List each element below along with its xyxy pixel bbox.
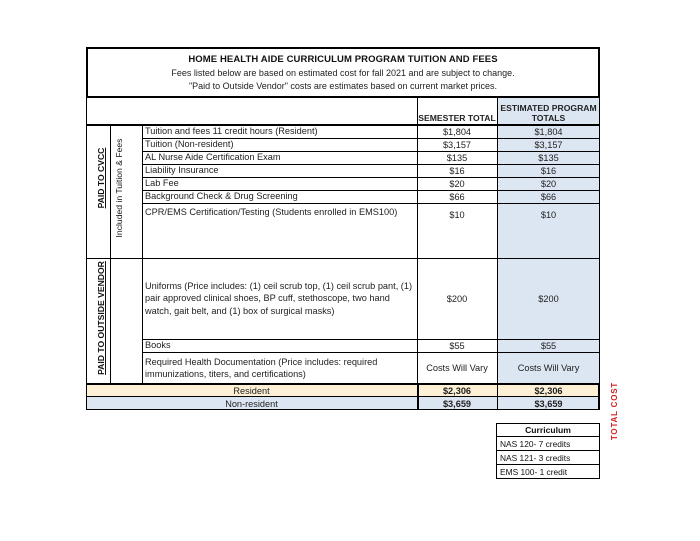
curriculum-item-2: NAS 121- 3 credits (496, 451, 600, 465)
row-estimated-5: $20 (540, 178, 557, 189)
subtitle-line-2: "Paid to Outside Vendor" costs are estimates based on current market prices. (188, 81, 498, 91)
fees-table (86, 98, 602, 412)
row-semester-9: $55 (449, 340, 465, 351)
row-desc-6: Background Check & Drug Screening (145, 191, 298, 202)
subtitle-line-1: Fees listed below are based on estimated cost for fall 2021 and are subject to change. (171, 68, 515, 78)
col-line-semester (417, 98, 418, 410)
row-line-6 (142, 203, 600, 204)
border-bottom (86, 409, 600, 410)
title-box (86, 47, 600, 98)
totals-box-left (417, 383, 419, 410)
row-estimated-2: $3,157 (534, 139, 563, 150)
estimated-program-totals-header: ESTIMATED PROGRAM TOTALS (500, 103, 597, 123)
header-line (86, 124, 600, 126)
total-cost-label: TOTAL COST (610, 381, 619, 441)
curriculum-item-1: NAS 120- 7 credits (496, 437, 600, 451)
row-semester-2: $3,157 (442, 139, 472, 150)
row-semester-1: $1,804 (442, 126, 472, 137)
row-line-1 (142, 138, 600, 139)
row-desc-1: Tuition and fees 11 credit hours (Resident) (145, 126, 318, 137)
col-line-group (110, 125, 111, 384)
row-line-totals (86, 383, 600, 385)
semester-total-header: SEMESTER TOTAL (418, 113, 496, 123)
row-line-7 (86, 258, 600, 259)
row-line-5 (142, 190, 600, 191)
row-estimated-3: $135 (538, 152, 559, 163)
border-right (599, 98, 600, 410)
row-desc-2: Tuition (Non-resident) (145, 139, 234, 150)
row-semester-3: $135 (446, 152, 468, 163)
row-estimated-9: $55 (540, 340, 557, 351)
row-line-9 (142, 352, 600, 353)
row-estimated-6: $66 (540, 191, 557, 202)
row-line-nonresident (86, 396, 600, 397)
border-left (86, 98, 87, 410)
curriculum-item-3: EMS 100- 1 credit (496, 465, 600, 479)
row-line-8 (142, 339, 600, 340)
row-semester-10: Costs Will Vary (426, 363, 488, 373)
row-line-4 (142, 177, 600, 178)
row-line-3 (142, 164, 600, 165)
row-semester-7: $10 (449, 210, 465, 220)
row-desc-3: AL Nurse Aide Certification Exam (145, 152, 281, 163)
group-paid-to-outside-vendor: PAID TO OUTSIDE VENDOR (96, 261, 106, 375)
group-paid-to-cvcc: PAID TO CVCC (96, 147, 106, 209)
resident-estimated-total: $2,306 (534, 385, 563, 396)
row-semester-6: $66 (449, 191, 465, 202)
nonresident-semester-total: $3,659 (442, 398, 472, 409)
row-semester-4: $16 (449, 165, 465, 176)
col-line-estimated (497, 98, 498, 410)
row-desc-10: Required Health Documentation (Price includes: required immunizations, titers, and certifications) (145, 356, 378, 379)
totals-box-right (598, 383, 600, 410)
row-estimated-4: $16 (540, 165, 557, 176)
row-desc-9: Books (145, 340, 171, 351)
curriculum-title: Curriculum (496, 423, 600, 437)
row-semester-8: $200 (446, 293, 468, 304)
group-included-tuition-fees: Included in Tuition & Fees (114, 138, 124, 238)
row-estimated-1: $1,804 (534, 126, 563, 137)
row-desc-4: Liability Insurance (145, 165, 219, 176)
row-desc-8: Uniforms (Price includes: (1) ceil scrub top, (1) ceil scrub pant, (1) pair approved clinical shoes, BP cuff, stethoscope, two hand watch, gait belt, and (1) box of surgical masks) (145, 280, 413, 316)
row-desc-7: CPR/EMS Certification/Testing (Students enrolled in EMS100) (145, 207, 398, 217)
row-desc-5: Lab Fee (145, 178, 179, 189)
resident-semester-total: $2,306 (442, 385, 472, 396)
page-title: HOME HEALTH AIDE CURRICULUM PROGRAM TUITION AND FEES (188, 54, 498, 65)
resident-label: Resident (233, 385, 270, 396)
row-estimated-8: $200 (538, 293, 559, 304)
nonresident-estimated-total: $3,659 (534, 398, 563, 409)
nonresident-label: Non-resident (225, 398, 278, 409)
row-estimated-7: $10 (540, 210, 557, 220)
row-line-2 (142, 151, 600, 152)
row-semester-5: $20 (449, 178, 465, 189)
row-estimated-10: Costs Will Vary (517, 363, 580, 373)
curriculum-table (496, 423, 600, 479)
